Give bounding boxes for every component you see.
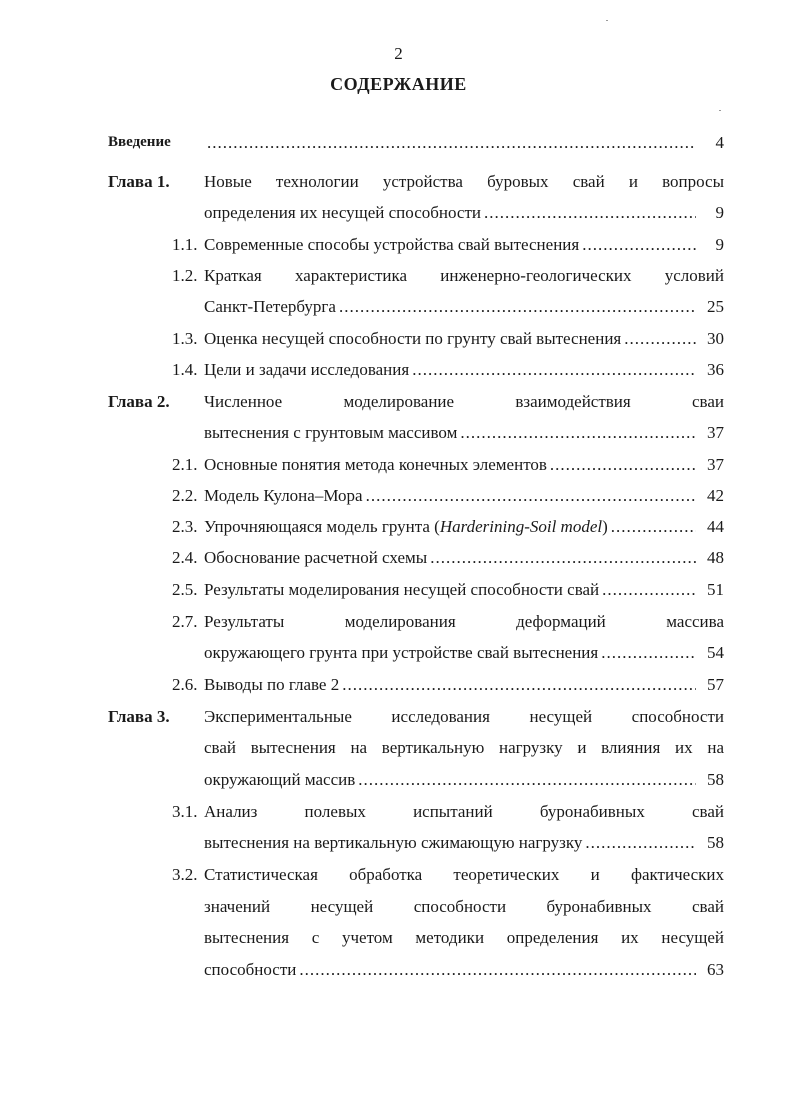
section-number: 1.1. <box>172 235 198 254</box>
leader-dots <box>601 637 696 668</box>
page-ref: 37 <box>707 423 724 442</box>
page-title: СОДЕРЖАНИЕ <box>330 74 467 94</box>
section-title: Краткая характеристика инженерно-геологических условий <box>204 266 724 285</box>
toc-section-2-4[interactable] <box>108 542 724 573</box>
model-name-italic: Harderining-Soil model <box>439 517 603 536</box>
toc-section-2-5[interactable] <box>108 574 724 605</box>
chapter-title-cont: свай вытеснения на вертикальную нагрузку и влияния их на <box>204 738 724 757</box>
page-number: 2 <box>394 44 403 63</box>
toc-chapter-3-cont[interactable] <box>108 732 724 763</box>
section-title-cont: окружающего грунта при устройстве свай вытеснения <box>204 643 599 662</box>
toc-chapter-2-cont[interactable] <box>108 417 724 448</box>
toc-section-2-7[interactable] <box>108 606 724 637</box>
leader-dots <box>611 511 696 542</box>
section-title: Анализ полевых испытаний буронабивных свай <box>204 802 724 821</box>
section-title: Результаты моделирования несущей способности свай <box>204 580 600 599</box>
section-title: Обоснование расчетной схемы <box>204 548 428 567</box>
toc-section-3-2-cont2[interactable] <box>108 922 724 953</box>
section-number: 2.4. <box>172 548 198 567</box>
chapter-title-cont: определения их несущей способности <box>204 203 481 222</box>
leader-dots <box>624 323 696 354</box>
page-ref: 48 <box>707 548 724 567</box>
page-ref: 54 <box>707 643 724 662</box>
section-title-cont: Санкт-Петербурга <box>204 297 336 316</box>
chapter-title: Новые технологии устройства буровых свай и вопросы <box>204 172 724 191</box>
page-ref: 58 <box>707 770 724 789</box>
leader-dots <box>412 354 696 385</box>
chapter-title-cont: окружающий массив <box>204 770 356 789</box>
page-ref: 37 <box>707 455 724 474</box>
section-title: Упрочняющаяся модель грунта (Harderining-Soil model) <box>204 517 608 536</box>
section-title: Оценка несущей способности по грунту свай вытеснения <box>204 329 622 348</box>
leader-dots <box>358 764 696 795</box>
page-ref: 63 <box>707 960 724 979</box>
section-number: 2.3. <box>172 517 198 536</box>
section-title: Цели и задачи исследования <box>204 360 410 379</box>
section-number: 1.4. <box>172 360 198 379</box>
toc-section-1-4[interactable] <box>108 354 724 385</box>
page-ref: 57 <box>707 675 724 694</box>
section-number: 2.5. <box>172 580 198 599</box>
chapter-label: Глава 2. <box>108 392 170 411</box>
leader-dots <box>366 480 696 511</box>
section-number: 1.3. <box>172 329 198 348</box>
section-title: Современные способы устройства свай вытеснения <box>204 235 580 254</box>
page-ref: 30 <box>707 329 724 348</box>
toc-chapter-1-cont[interactable] <box>108 197 724 228</box>
page-ref: 36 <box>707 360 724 379</box>
leader-dots <box>342 669 696 700</box>
chapter-title: Экспериментальные исследования несущей способности <box>204 707 724 726</box>
section-number: 3.2. <box>172 865 198 884</box>
leader-dots <box>207 127 696 158</box>
toc-section-2-2[interactable] <box>108 480 724 511</box>
toc-section-1-1[interactable] <box>108 229 724 260</box>
speck-mark <box>719 110 721 111</box>
leader-dots <box>430 542 696 573</box>
chapter-title: Численное моделирование взаимодействия сваи <box>204 392 724 411</box>
leader-dots <box>299 954 696 985</box>
leader-dots <box>585 827 696 858</box>
page-ref: 51 <box>707 580 724 599</box>
page-ref: 4 <box>715 133 724 152</box>
section-number: 2.2. <box>172 486 198 505</box>
page-ref: 58 <box>707 833 724 852</box>
toc-chapter-1[interactable] <box>108 166 724 197</box>
leader-dots <box>460 417 696 448</box>
section-title: Выводы по главе 2 <box>204 675 340 694</box>
toc-section-2-6[interactable] <box>108 669 724 700</box>
toc-section-3-1[interactable] <box>108 796 724 827</box>
speck-mark <box>606 20 608 21</box>
toc-entry-introduction[interactable] <box>108 127 724 158</box>
introduction-label: Введение <box>108 134 171 150</box>
leader-dots <box>484 197 696 228</box>
section-title: Модель Кулона–Мора <box>204 486 363 505</box>
leader-dots <box>550 449 696 480</box>
toc-section-3-2[interactable] <box>108 859 724 890</box>
toc-chapter-2[interactable] <box>108 386 724 417</box>
chapter-label: Глава 1. <box>108 172 170 191</box>
toc-section-3-2-cont3[interactable] <box>108 954 724 985</box>
toc-section-1-2[interactable] <box>108 260 724 291</box>
page-ref: 9 <box>715 235 724 254</box>
toc-section-2-1[interactable] <box>108 449 724 480</box>
section-number: 2.7. <box>172 612 198 631</box>
toc-section-2-3[interactable] <box>108 511 724 542</box>
leader-dots <box>339 291 696 322</box>
toc-section-3-2-cont[interactable] <box>108 891 724 922</box>
section-number: 3.1. <box>172 802 198 821</box>
section-number: 2.6. <box>172 675 198 694</box>
chapter-title-cont: вытеснения с грунтовым массивом <box>204 423 458 442</box>
toc-section-1-2-cont[interactable] <box>108 291 724 322</box>
page-ref: 25 <box>707 297 724 316</box>
toc-chapter-3-cont2[interactable] <box>108 764 724 795</box>
section-title-cont: вытеснения с учетом методики определения их несущей <box>204 928 724 947</box>
chapter-label: Глава 3. <box>108 707 170 726</box>
leader-dots <box>582 229 696 260</box>
section-title: Статистическая обработка теоретических и фактических <box>204 865 724 884</box>
toc-chapter-3[interactable] <box>108 701 724 732</box>
toc-section-3-1-cont[interactable] <box>108 827 724 858</box>
section-number: 1.2. <box>172 266 198 285</box>
page-ref: 9 <box>715 203 724 222</box>
section-title: Результаты моделирования деформаций массива <box>204 612 724 631</box>
page-ref: 44 <box>707 517 724 536</box>
leader-dots <box>602 574 696 605</box>
section-title: Основные понятия метода конечных элементов <box>204 455 547 474</box>
section-title-cont: способности <box>204 960 297 979</box>
page-ref: 42 <box>707 486 724 505</box>
section-number: 2.1. <box>172 455 198 474</box>
section-title-cont: значений несущей способности буронабивных свай <box>204 897 724 916</box>
toc-section-2-7-cont[interactable] <box>108 637 724 668</box>
toc-section-1-3[interactable] <box>108 323 724 354</box>
section-title-cont: вытеснения на вертикальную сжимающую нагрузку <box>204 833 583 852</box>
